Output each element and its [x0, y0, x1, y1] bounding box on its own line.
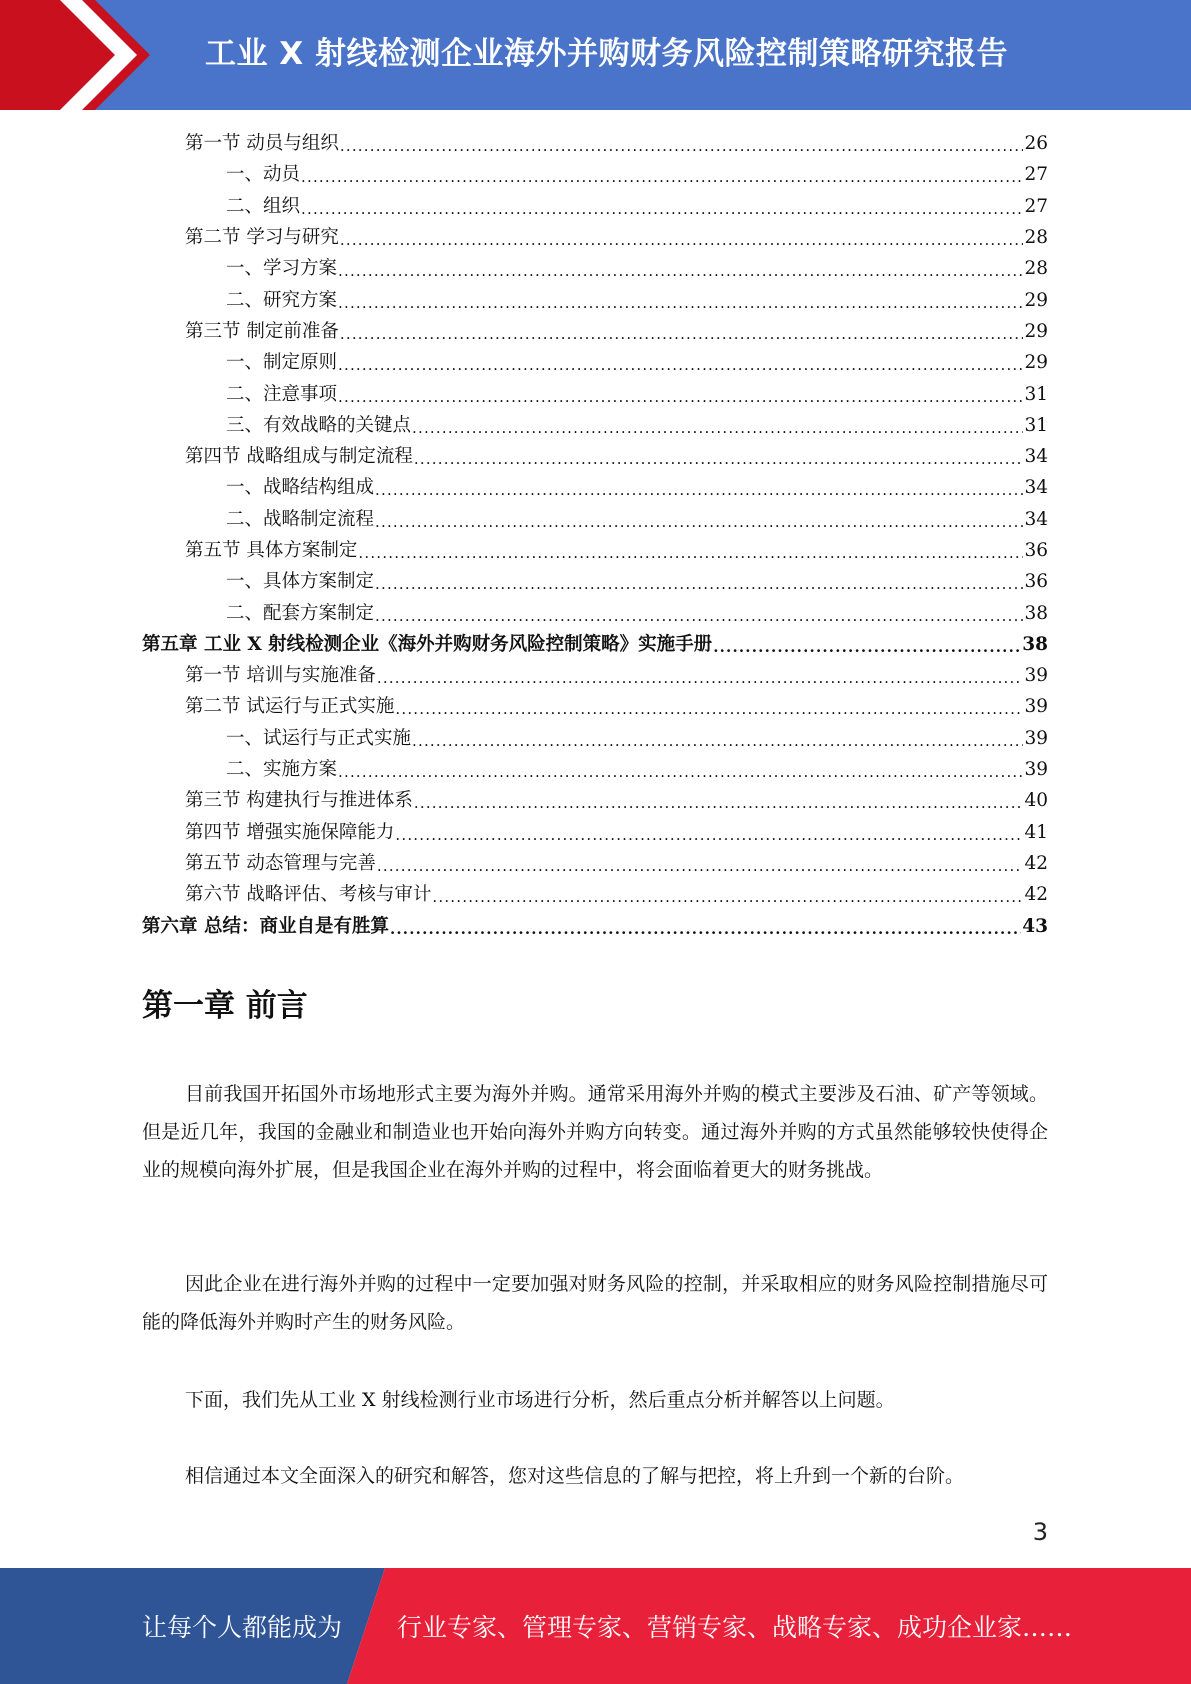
toc-dot-leader — [338, 382, 1023, 413]
toc-entry-page: 28 — [1024, 258, 1048, 280]
toc-entry-title: 一、学习方案 — [226, 258, 338, 280]
toc-dot-leader — [412, 413, 1023, 444]
toc-entry[interactable] — [142, 378, 1048, 409]
table-of-contents — [142, 128, 1048, 942]
toc-entry-page: 38 — [1024, 602, 1048, 624]
toc-entry-title: 第四节 战略组成与制定流程 — [185, 446, 413, 468]
toc-entry-title: 三、有效战略的关键点 — [226, 414, 412, 436]
toc-entry[interactable] — [142, 754, 1048, 785]
toc-entry[interactable] — [142, 410, 1048, 441]
toc-entry[interactable] — [142, 159, 1048, 190]
toc-entry-page: 31 — [1024, 414, 1048, 436]
toc-entry[interactable] — [142, 879, 1048, 910]
toc-dot-leader — [432, 882, 1023, 913]
toc-dot-leader — [340, 319, 1024, 350]
toc-dot-leader — [414, 788, 1024, 819]
toc-entry[interactable] — [142, 629, 1048, 660]
toc-entry-page: 38 — [1022, 633, 1048, 655]
toc-dot-leader — [390, 914, 1021, 945]
toc-dot-leader — [414, 444, 1024, 475]
toc-entry[interactable] — [142, 316, 1048, 347]
toc-entry-page: 34 — [1024, 446, 1048, 468]
toc-entry-title: 第一节 培训与实施准备 — [185, 665, 376, 687]
toc-entry-page: 41 — [1024, 821, 1048, 843]
toc-entry[interactable] — [142, 723, 1048, 754]
toc-entry-title: 二、战略制定流程 — [226, 508, 375, 530]
toc-dot-leader — [375, 475, 1023, 506]
toc-entry-title: 第三节 构建执行与推进体系 — [185, 790, 413, 812]
toc-entry-page: 36 — [1024, 571, 1048, 593]
toc-dot-leader — [713, 632, 1021, 663]
toc-entry[interactable] — [142, 566, 1048, 597]
toc-entry-page: 29 — [1024, 352, 1048, 374]
toc-entry-title: 第一节 动员与组织 — [185, 133, 339, 155]
toc-entry-page: 34 — [1024, 477, 1048, 499]
body-paragraph: 因此企业在进行海外并购的过程中一定要加强对财务风险的控制，并采取相应的财务风险控制措施尽可能的降低海外并购时产生的财务风险。 — [142, 1273, 1048, 1333]
toc-entry[interactable] — [142, 535, 1048, 566]
toc-entry-title: 一、动员 — [226, 164, 301, 186]
toc-entry-page: 29 — [1024, 289, 1048, 311]
toc-entry-title: 一、试运行与正式实施 — [226, 727, 412, 749]
toc-entry-page: 39 — [1024, 759, 1048, 781]
toc-entry-title: 二、实施方案 — [226, 759, 338, 781]
toc-entry-page: 36 — [1024, 540, 1048, 561]
body-paragraph: 相信通过本文全面深入的研究和解答，您对这些信息的了解与把控，将上升到一个新的台阶。 — [185, 1465, 965, 1487]
toc-entry-title: 第六节 战略评估、考核与审计 — [185, 884, 432, 906]
toc-entry-title: 二、注意事项 — [226, 383, 338, 405]
toc-dot-leader — [412, 726, 1023, 757]
toc-entry-title: 二、配套方案制定 — [226, 602, 375, 624]
toc-entry-title: 第二节 试运行与正式实施 — [185, 696, 395, 718]
toc-entry-page: 43 — [1022, 915, 1048, 937]
toc-dot-leader — [340, 131, 1024, 162]
toc-entry-page: 39 — [1024, 665, 1048, 687]
toc-dot-leader — [358, 538, 1023, 569]
page-number: 3 — [1032, 1518, 1048, 1546]
toc-entry[interactable] — [142, 347, 1048, 378]
page-footer — [0, 1568, 1191, 1684]
toc-entry[interactable] — [142, 660, 1048, 691]
toc-entry-title: 二、研究方案 — [226, 289, 338, 311]
toc-entry[interactable] — [142, 253, 1048, 284]
toc-entry-title: 第四节 增强实施保障能力 — [185, 821, 395, 843]
toc-dot-leader — [375, 507, 1023, 538]
toc-entry-page: 28 — [1024, 227, 1048, 249]
toc-entry-page: 27 — [1024, 164, 1048, 186]
toc-dot-leader — [375, 601, 1023, 632]
toc-entry-page: 34 — [1024, 508, 1048, 530]
footer-slogan-right: 行业专家、管理专家、营销专家、战略专家、成功企业家…… — [397, 1613, 1073, 1642]
toc-entry[interactable] — [142, 691, 1048, 722]
toc-entry-page: 26 — [1024, 133, 1048, 155]
toc-entry-title: 二、组织 — [226, 195, 301, 217]
toc-dot-leader — [301, 194, 1023, 225]
toc-dot-leader — [338, 288, 1023, 319]
toc-entry-page: 39 — [1024, 696, 1048, 718]
body-paragraph: 下面，我们先从工业 X 射线检测行业市场进行分析，然后重点分析并解答以上问题。 — [185, 1389, 895, 1411]
chapter-title: 第一章 前言 — [142, 988, 308, 1024]
toc-dot-leader — [375, 569, 1023, 600]
toc-entry-title: 第五节 动态管理与完善 — [185, 852, 376, 874]
report-title: 工业 X 射线检测企业海外并购财务风险控制策略研究报告 — [205, 36, 1008, 72]
toc-entry-page: 27 — [1024, 195, 1048, 217]
toc-entry-title: 第六章 总结：商业自是有胜算 — [142, 915, 389, 937]
toc-entry-title: 一、战略结构组成 — [226, 477, 375, 499]
toc-entry[interactable] — [142, 597, 1048, 628]
toc-entry[interactable] — [142, 128, 1048, 159]
toc-entry-page: 40 — [1024, 790, 1048, 812]
body-paragraph: 目前我国开拓国外市场地形式主要为海外并购。通常采用海外并购的模式主要涉及石油、矿产等领域。但是近几年，我国的金融业和制造业也开始向海外并购方向转变。通过海外并购的方式虽然能够较快使得企业的规模向海外扩展，但是我国企业在海外并购的过程中，将会面临着更大的财务挑战。 — [142, 1083, 1048, 1181]
toc-dot-leader — [340, 225, 1024, 256]
toc-dot-leader — [395, 820, 1023, 851]
toc-entry[interactable] — [142, 441, 1048, 472]
toc-entry-title: 第五节 具体方案制定 — [185, 540, 358, 561]
toc-dot-leader — [377, 851, 1024, 882]
footer-slogan-left: 让每个人都能成为 — [142, 1613, 343, 1642]
toc-entry-title: 第五章 工业 X 射线检测企业《海外并购财务风险控制策略》实施手册 — [142, 633, 713, 655]
toc-dot-leader — [301, 162, 1023, 193]
toc-entry[interactable] — [142, 504, 1048, 535]
toc-entry-title: 第二节 学习与研究 — [185, 227, 339, 249]
toc-entry-page: 29 — [1024, 320, 1048, 342]
toc-entry[interactable] — [142, 472, 1048, 503]
toc-entry-page: 42 — [1024, 884, 1048, 906]
toc-dot-leader — [377, 663, 1024, 694]
toc-entry-page: 42 — [1024, 852, 1048, 874]
toc-dot-leader — [338, 757, 1023, 788]
toc-entry[interactable] — [142, 284, 1048, 315]
toc-entry-page: 39 — [1024, 727, 1048, 749]
toc-entry[interactable] — [142, 785, 1048, 816]
toc-entry-page: 31 — [1024, 383, 1048, 405]
toc-dot-leader — [338, 350, 1023, 381]
toc-entry[interactable] — [142, 910, 1048, 941]
toc-entry-title: 一、具体方案制定 — [226, 571, 375, 593]
toc-entry[interactable] — [142, 817, 1048, 848]
toc-entry[interactable] — [142, 848, 1048, 879]
page-header — [0, 0, 1191, 110]
toc-entry[interactable] — [142, 191, 1048, 222]
toc-entry-title: 一、制定原则 — [226, 352, 338, 374]
toc-dot-leader — [395, 694, 1023, 725]
header-arrow-decoration — [0, 0, 160, 110]
toc-entry-title: 第三节 制定前准备 — [185, 320, 339, 342]
toc-entry[interactable] — [142, 222, 1048, 253]
toc-dot-leader — [338, 256, 1023, 287]
